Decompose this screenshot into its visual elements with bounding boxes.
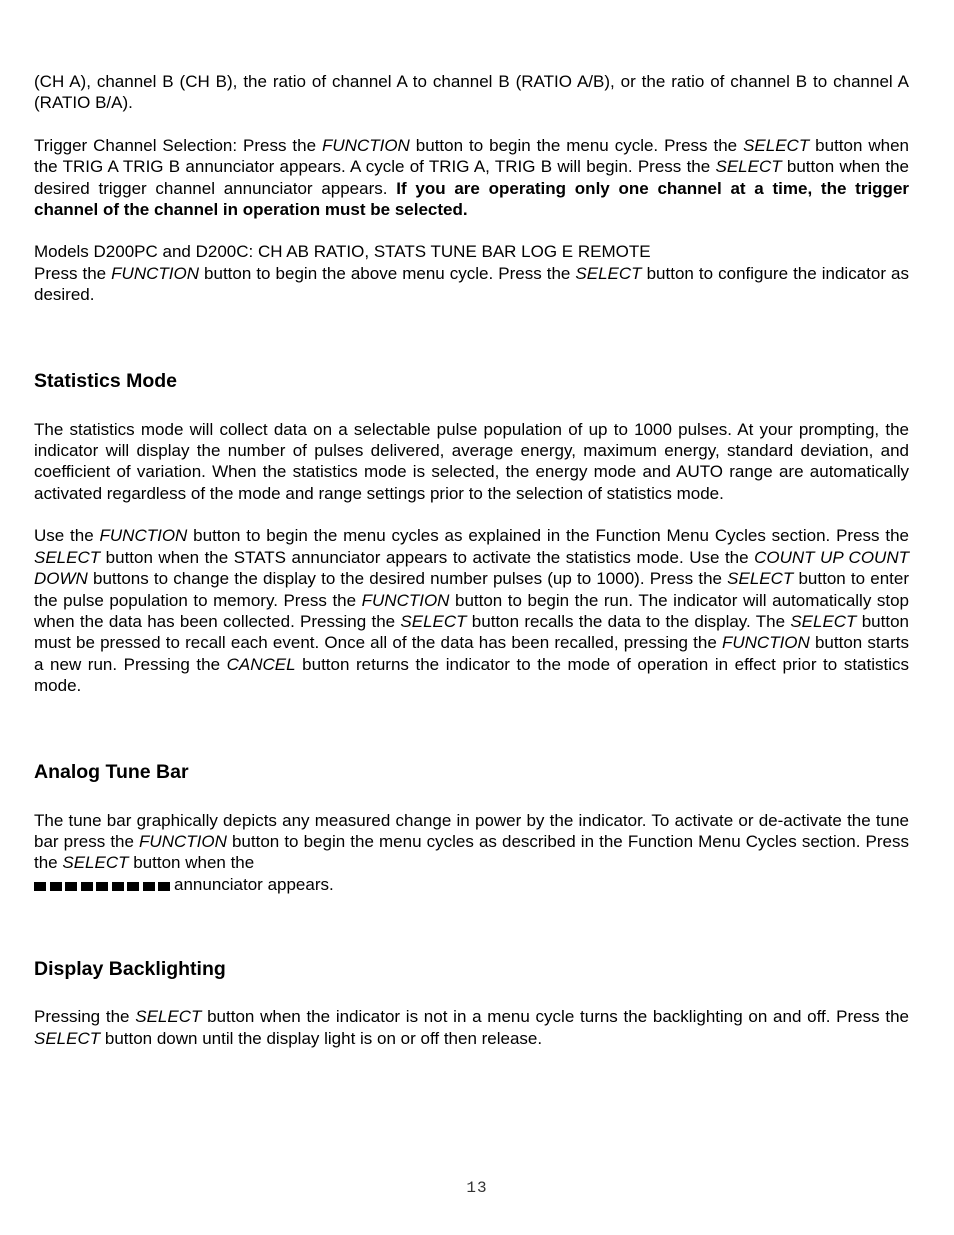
text-run: button must be pressed to recall each event. Once all of the data has been recalled, pressing the: [34, 611, 909, 653]
cancel-term: CANCEL: [226, 654, 296, 674]
select-term: SELECT: [715, 157, 782, 177]
function-term: FUNCTION: [111, 263, 199, 283]
select-term: SELECT: [34, 1028, 101, 1048]
annunciator-text: annunciator appears.: [174, 874, 334, 894]
text-run: button when the: [128, 853, 255, 873]
statistics-instructions-paragraph: [34, 525, 909, 696]
select-term: SELECT: [400, 611, 467, 631]
tune-bar-squares-icon: [34, 882, 170, 891]
text-run: Trigger Channel Selection: Press the: [34, 135, 323, 155]
select-term: SELECT: [135, 1007, 202, 1027]
document-page: [34, 71, 909, 1049]
select-term: SELECT: [575, 263, 642, 283]
function-term: FUNCTION: [322, 135, 410, 155]
trigger-selection-paragraph: [34, 135, 909, 221]
select-term: SELECT: [62, 853, 129, 873]
text-run: button when the desired trigger channel annunciator appears.: [34, 157, 909, 198]
function-term: FUNCTION: [99, 526, 188, 546]
text-run: Use the: [34, 526, 100, 546]
function-term: FUNCTION: [361, 590, 450, 610]
function-term: FUNCTION: [139, 831, 227, 851]
backlighting-paragraph: [34, 1006, 909, 1049]
models-line: Models D200PC and D200C: CH AB RATIO, STATS TUNE BAR LOG E REMOTE: [34, 242, 651, 262]
text-run: button down until the display light is on or off then release.: [100, 1028, 543, 1048]
text-run: Press the: [34, 263, 112, 283]
text-run: button to begin the above menu cycle. Press the: [199, 263, 576, 283]
display-backlighting-heading: Display Backlighting: [34, 958, 226, 981]
text-run: button when the TRIG A TRIG B annunciator appears. A cycle of TRIG A, TRIG B will begin. Press the: [34, 135, 910, 177]
tune-bar-paragraph: [34, 810, 909, 874]
text-run: button recalls the data to the display. The: [466, 611, 791, 631]
select-term: SELECT: [34, 547, 101, 567]
text-run: button returns the indicator to the mode of operation in effect prior to statistics mode.: [34, 654, 909, 696]
text-run: Pressing the: [34, 1007, 136, 1027]
annunciator-line: [34, 874, 909, 895]
text-run: button to begin the menu cycles as described in the Function Menu Cycles section. Press the: [34, 831, 909, 873]
select-term: SELECT: [743, 135, 810, 155]
page-number: 13: [466, 1179, 488, 1197]
select-term: SELECT: [790, 611, 857, 631]
function-term: FUNCTION: [721, 633, 810, 653]
warning-text: If you are operating only one channel at a time, the trigger channel of the channel in operation must be selected.: [34, 178, 910, 220]
text-run: button to begin the menu cycles as explained in the Function Menu Cycles section. Press the: [187, 526, 909, 546]
statistics-description-paragraph: The statistics mode will collect data on a selectable pulse population of up to 1000 pulses. At your prompting, the indicator will display the number of pulses delivered, average energy, maximum energy, standard deviation, and coefficient of variation. When the statistics mode is selected, the energy mode and AUTO range are automatically activated regardless of the mode and range settings prior to the selection of statistics mode.: [34, 419, 909, 503]
text-run: button when the STATS annunciator appears to activate the statistics mode. Use the: [100, 547, 755, 567]
text-run: button to begin the run. The indicator will automatically stop when the data has been collected. Pressing the: [34, 590, 909, 631]
models-instruction-paragraph: [34, 263, 909, 306]
select-term: SELECT: [727, 569, 794, 589]
text-run: button to configure the indicator as desired.: [34, 263, 909, 305]
text-run: button starts a new run. Pressing the: [34, 633, 909, 674]
intro-paragraph: (CH A), channel B (CH B), the ratio of channel A to channel B (RATIO A/B), or the ratio of channel B to channel A (RATIO B/A).: [34, 72, 909, 113]
count-term: COUNT UP COUNT DOWN: [34, 547, 909, 589]
text-run: The tune bar graphically depicts any measured change in power by the indicator. To activate or de-activate the tune bar press the: [34, 810, 909, 851]
text-run: button to enter the pulse population to memory. Press the: [34, 569, 909, 610]
analog-tune-bar-heading: Analog Tune Bar: [34, 760, 189, 783]
statistics-mode-heading: Statistics Mode: [34, 369, 178, 392]
text-run: button to begin the menu cycle. Press the: [409, 135, 744, 155]
text-run: buttons to change the display to the desired number pulses (up to 1000). Press the: [87, 569, 728, 589]
text-run: button when the indicator is not in a menu cycle turns the backlighting on and off. Press the: [201, 1007, 909, 1027]
